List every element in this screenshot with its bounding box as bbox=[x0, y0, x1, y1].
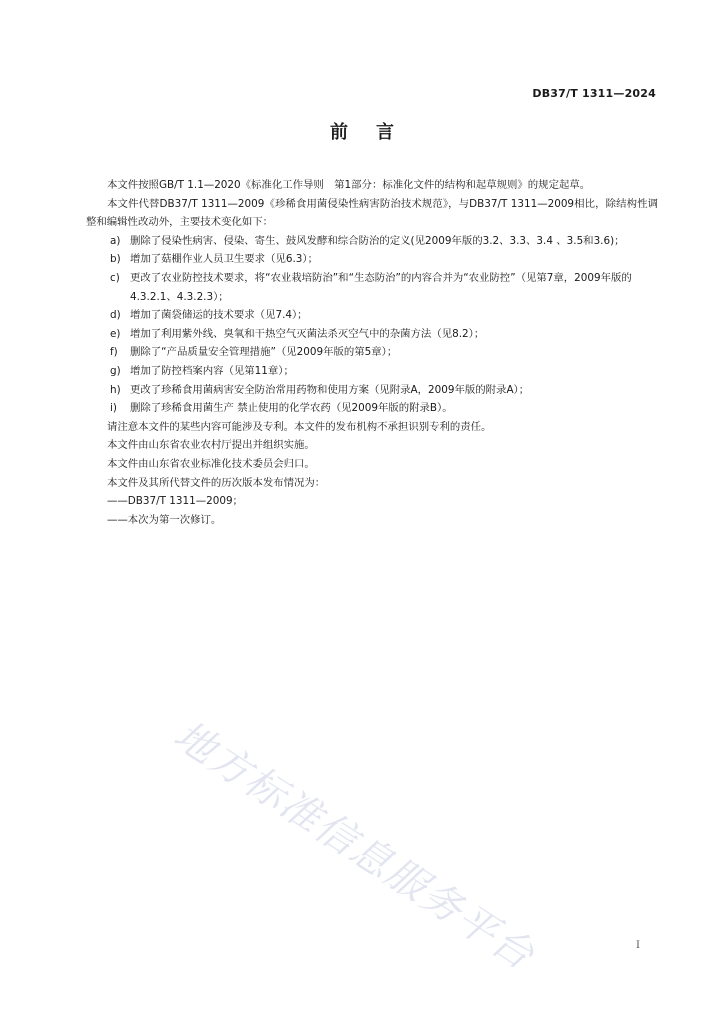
page-number: I bbox=[636, 940, 640, 951]
list-marker: h) bbox=[110, 383, 121, 396]
list-item-text: 删除了珍稀食用菌生产 禁止使用的化学农药（见2009年版的附录B）。 bbox=[130, 402, 453, 415]
history-item: ——DB37/T 1311—2009； bbox=[107, 495, 243, 508]
proposed-by: 本文件由山东省农业农村厅提出并组织实施。 bbox=[107, 439, 315, 452]
list-item bbox=[86, 343, 658, 362]
list-item-text: 增加了利用紫外线、臭氧和干热空气灭菌法杀灭空气中的杂菌方法（见8.2）； bbox=[130, 327, 485, 340]
list-item bbox=[86, 306, 658, 325]
list-item bbox=[86, 325, 658, 344]
centralized-by: 本文件由山东省农业标准化技术委员会归口。 bbox=[107, 457, 315, 470]
document-body bbox=[86, 176, 658, 529]
history-intro: 本文件及其所代替文件的历次版本发布情况为： bbox=[107, 476, 326, 489]
replacement-paragraph: 本文件代替DB37/T 1311—2009《珍稀食用菌侵染性病害防治技术规范》，与DB37/T 1311—2009相比，除结构性调整和编辑性改动外，主要技术变化如下： bbox=[86, 197, 658, 229]
list-item-text: 更改了珍稀食用菌病害安全防治常用药物和使用方案（见附录A，2009年版的附录A）； bbox=[130, 383, 530, 396]
list-item-text: 增加了菌袋储运的技术要求（见7.4）； bbox=[130, 309, 308, 322]
list-item-text: 增加了菇棚作业人员卫生要求（见6.3）； bbox=[130, 253, 318, 266]
list-item-text: 增加了防控档案内容（见第11章）； bbox=[130, 364, 294, 377]
list-marker: i) bbox=[110, 402, 117, 415]
history-item: ——本次为第一次修订。 bbox=[107, 513, 222, 526]
watermark: 地方标准信息服务平台 bbox=[165, 712, 543, 980]
list-item bbox=[86, 381, 658, 400]
list-item bbox=[86, 250, 658, 269]
list-item-text: 更改了农业防控技术要求，将“农业栽培防治”和“生态防治”的内容合并为“农业防控”（见第7章，2009年版的4.3.2.1、4.3.2.3）； bbox=[130, 271, 632, 303]
list-item-text: 删除了侵染性病害、侵染、寄生、鼓风发酵和综合防治的定义(见2009年版的3.2、3.3、3.4 、3.5和3.6)； bbox=[130, 234, 625, 247]
list-marker: b) bbox=[110, 253, 121, 266]
list-item bbox=[86, 362, 658, 381]
patent-notice: 请注意本文件的某些内容可能涉及专利。本文件的发布机构不承担识别专利的责任。 bbox=[107, 420, 492, 433]
list-item-text: 删除了“产品质量安全管理措施”（见2009年版的第5章）； bbox=[130, 346, 398, 359]
intro-paragraph: 本文件按照GB/T 1.1—2020《标准化工作导则 第1部分：标准化文件的结构和起草规则》的规定起草。 bbox=[107, 179, 591, 191]
list-marker: c) bbox=[110, 271, 120, 284]
changes-list bbox=[86, 232, 658, 418]
list-marker: f) bbox=[110, 346, 118, 359]
list-item bbox=[86, 232, 658, 251]
list-marker: a) bbox=[110, 234, 121, 247]
list-item bbox=[86, 269, 658, 306]
list-marker: e) bbox=[110, 327, 121, 340]
document-code: DB37/T 1311—2024 bbox=[532, 87, 656, 100]
list-marker: g) bbox=[110, 364, 121, 377]
list-item bbox=[86, 399, 658, 418]
list-marker: d) bbox=[110, 309, 121, 322]
page-title: 前言 bbox=[330, 122, 422, 143]
